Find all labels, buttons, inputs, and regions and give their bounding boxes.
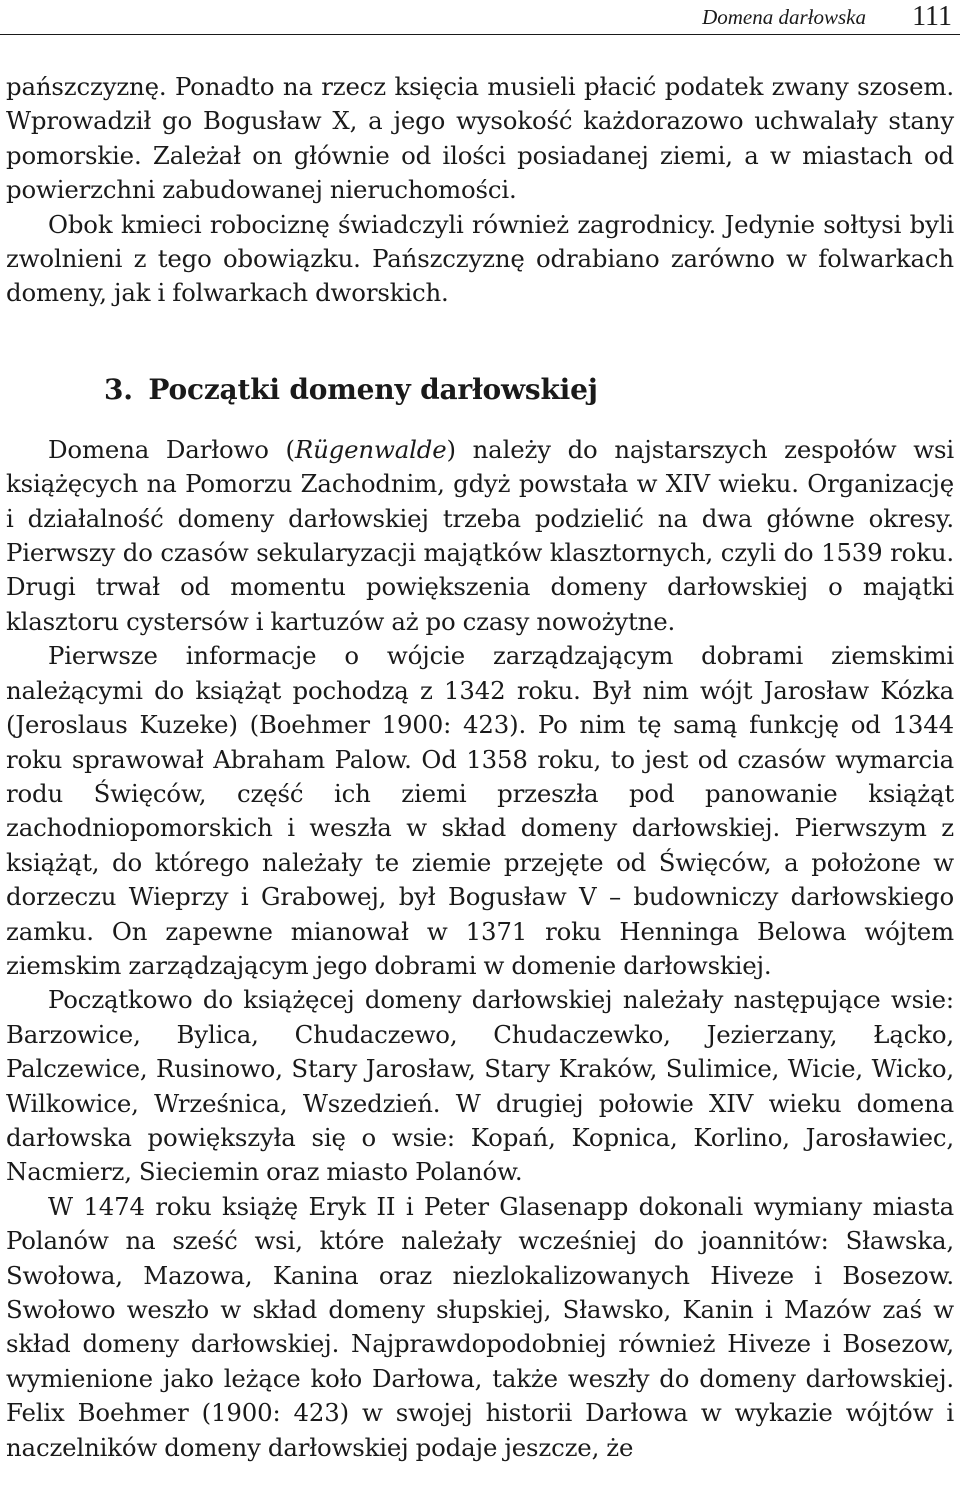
section-number: 3.: [104, 372, 133, 406]
intro-text-italic: Rügenwalde: [294, 434, 447, 464]
page-number: 111: [912, 1, 952, 32]
section-heading: [104, 373, 954, 407]
paragraph: Początkowo do książęcej domeny darłowskiej należały następujące wsie: Barzowice, Bylica, Chudaczewo, Chudaczewko, Jezierzany, Łącko, Palczewice, Rusinowo, Stary Jarosław, Stary Kraków, Sulimice, Wicie, Wicko, Wilkowice, Wrześnica, Wszedzień. W drugiej połowie XIV wieku domena darłowska powiększyła się o wsie: Kopań, Kopnica, Korlino, Jarosławiec, Nacmierz, Sieciemin oraz miasto Polanów.: [6, 985, 954, 1187]
running-title: Domena darłowska: [702, 5, 866, 29]
intro-text-after: ) należy do najstarszych zespołów wsi książęcych na Pomorzu Zachodnim, gdyż powstała w XIV wieku. Organizację i działalność domeny darłowskiej trzeba podzielić na dwa główne okresy. Pierwszy do czasów sekularyzacji majątków klasztornych, czyli do 1539 roku. Drugi trwał od momentu powiększenia domeny darłowskiej o majątki klasztoru cystersów i kartuzów aż po czasy nowożytne.: [6, 434, 954, 636]
paragraph: pańszczyznę. Ponadto na rzecz księcia musieli płacić podatek zwany szosem. Wprowadził go Bogusław X, a jego wysokość każdorazowo uchwalały stany pomorskie. Zależał on głównie od ilości posiadanej ziemi, a w miastach od powierzchni zabudowanej nieruchomości.: [6, 72, 954, 205]
running-header: [0, 0, 960, 35]
intro-text-before: Domena Darłowo (: [48, 434, 295, 464]
paragraph: Pierwsze informacje o wójcie zarządzającym dobrami ziemskimi należącymi do książąt pochodzą z 1342 roku. Był nim wójt Jarosław Kózka (Jeroslaus Kuzeke) (Boehmer 1900: 423). Po nim tę samą funkcję od 1344 roku sprawował Abraham Palow. Od 1358 roku, to jest od czasów wymarcia rodu Święców, część ich ziemi przeszła pod panowanie książąt zachodniopomorskich i weszła w skład domeny darłowskiej. Pierwszym z książąt, do którego należały te ziemie przejęte od Święców, a położone w dorzeczu Wieprzy i Grabowej, był Bogusław V – budowniczy darłowskiego zamku. On zapewne mianował w 1371 roku Henninga Belowa wójtem ziemskim zarządzającym jego dobrami w domenie darłowskiej.: [6, 641, 954, 980]
paragraph: [6, 433, 954, 639]
section-title: Początki domeny darłowskiej: [148, 372, 598, 406]
paragraph: Obok kmieci robociznę świadczyli również zagrodnicy. Jedynie sołtysi byli zwolnieni z tego obowiązku. Pańszczyznę odrabiano zarówno w folwarkach domeny, jak i folwarkach dworskich.: [6, 209, 954, 308]
body-text: [6, 70, 954, 1465]
paragraph: W 1474 roku książę Eryk II i Peter Glasenapp dokonali wymiany miasta Polanów na sześć wsi, które należały wcześniej do joannitów: Sławska, Swołowa, Mazowa, Kanina oraz niezlokalizowanych Hiveze i Bosezow. Swołowo weszło w skład domeny słupskiej, Sławsko, Kanin i Mazów zaś w skład domeny darłowskiej. Najprawdopodobniej również Hiveze i Bosezow, wymienione jako leżące koło Darłowa, także weszły do domeny darłowskiej. Felix Boehmer (1900: 423) w swojej historii Darłowa w wykazie wójtów i naczelników domeny darłowskiej podaje jeszcze, że: [6, 1191, 954, 1462]
